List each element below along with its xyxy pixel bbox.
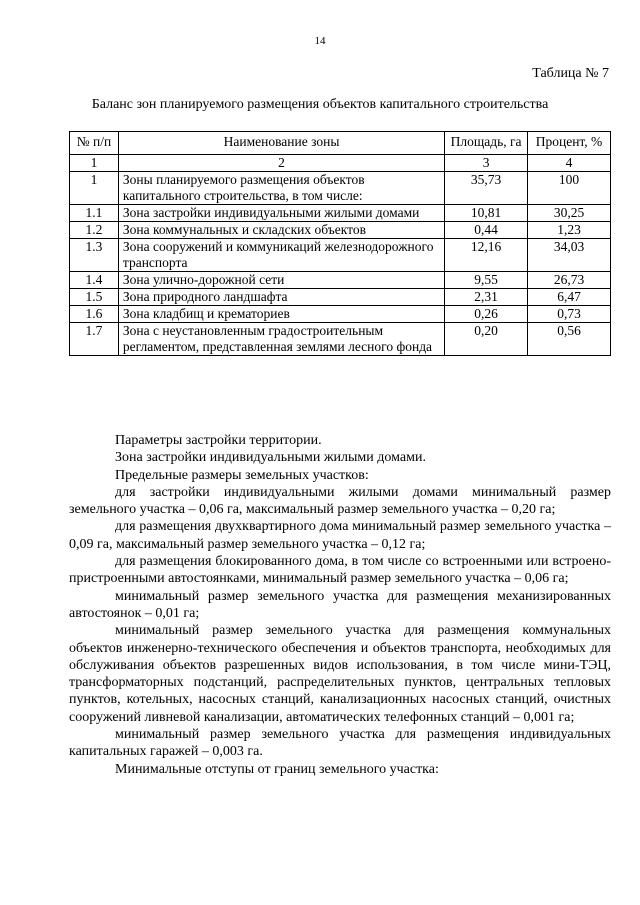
zone-name: Зона улично-дорожной сети — [118, 272, 444, 289]
zone-percent: 6,47 — [528, 289, 611, 306]
table-row — [70, 306, 611, 323]
zone-percent: 30,25 — [528, 205, 611, 222]
zone-percent: 100 — [528, 172, 611, 205]
paragraph: Параметры застройки территории. — [115, 433, 322, 448]
paragraph: минимальный размер земельного участка для размещения индивидуальных капитальных гаражей – 0,003 га. — [69, 727, 611, 760]
page-number: 14 — [314, 35, 326, 47]
zone-percent: 34,03 — [528, 239, 611, 272]
table-row — [70, 239, 611, 272]
column-number: 4 — [528, 155, 611, 172]
zone-area: 0,20 — [445, 323, 528, 356]
paragraph: для застройки индивидуальными жилыми домами минимальный размер земельного участка – 0,06 га, максимальный размер земельного участка – 0,20 га; — [69, 484, 611, 518]
table-row — [70, 172, 611, 205]
table-title: Баланс зон планируемого размещения объектов капитального строительства — [91, 97, 549, 112]
header-number: № п/п — [70, 132, 119, 155]
table-header-row — [70, 132, 611, 155]
column-number: 1 — [70, 155, 119, 172]
zone-percent: 1,23 — [528, 222, 611, 239]
zone-name: Зона коммунальных и складских объектов — [118, 222, 444, 239]
column-number: 2 — [118, 155, 444, 172]
row-number: 1.5 — [70, 289, 119, 306]
zone-name: Зона застройки индивидуальными жилыми домами — [118, 205, 444, 222]
row-number: 1.1 — [70, 205, 119, 222]
paragraph: минимальный размер земельного участка для размещения механизированных автостоянок – 0,01 га; — [69, 588, 611, 621]
paragraph: для размещения блокированного дома, в том числе со встроенными или встроено-пристроенными автостоянками, минимальный размер земельного участка – 0,06 га; — [69, 554, 611, 587]
row-number: 1.6 — [70, 306, 119, 323]
paragraph: Минимальные отступы от границ земельного участка: — [115, 761, 439, 777]
column-number: 3 — [445, 155, 528, 172]
row-number: 1.2 — [70, 222, 119, 239]
zone-area: 2,31 — [445, 289, 528, 306]
column-number-row — [70, 155, 611, 172]
paragraph: для размещения двухквартирного дома минимальный размер земельного участка – 0,09 га, максимальный размер земельного участка – 0,12 га; — [69, 519, 611, 552]
table-row — [70, 272, 611, 289]
table-row — [70, 205, 611, 222]
table-label: Таблица № 7 — [532, 66, 609, 81]
zone-percent: 0,56 — [528, 323, 611, 356]
zone-percent: 0,73 — [528, 306, 611, 323]
zone-name: Зоны планируемого размещения объектов капитального строительства, в том числе: — [118, 172, 444, 205]
zone-area: 0,44 — [445, 222, 528, 239]
zone-percent: 26,73 — [528, 272, 611, 289]
paragraph: Предельные размеры земельных участков: — [115, 467, 369, 483]
zone-name: Зона сооружений и коммуникаций железнодорожного транспорта — [118, 239, 444, 272]
zones-balance-table — [69, 131, 611, 356]
zone-name: Зона природного ландшафта — [118, 289, 444, 306]
row-number: 1.4 — [70, 272, 119, 289]
header-area: Площадь, га — [445, 132, 528, 155]
zone-name: Зона с неустановленным градостроительным регламентом, представленная землями лесного фонда — [118, 323, 444, 356]
header-zone-name: Наименование зоны — [118, 132, 444, 155]
table-row — [70, 222, 611, 239]
body-text — [69, 432, 611, 778]
row-number: 1.7 — [70, 323, 119, 356]
zone-area: 0,26 — [445, 306, 528, 323]
paragraph: Зона застройки индивидуальными жилыми домами. — [115, 450, 426, 466]
table-row — [70, 323, 611, 356]
row-number: 1 — [70, 172, 119, 205]
paragraph: минимальный размер земельного участка для размещения коммунальных объектов инженерно-технического обеспечения и объектов транспорта, необходимых для обслуживания объектов разрешенных видов использования, в том числе мини-ТЭЦ, трансформаторных подстанций, распределительных пунктов, центральных тепловых пунктов, котельных, насосных станций, канализационных насосных станций, очистных сооружений ливневой канализации, автоматических телефонных станций – 0,001 га; — [69, 623, 611, 725]
table-row — [70, 289, 611, 306]
zone-area: 9,55 — [445, 272, 528, 289]
zone-area: 12,16 — [445, 239, 528, 272]
zone-area: 35,73 — [445, 172, 528, 205]
header-percent: Процент, % — [528, 132, 611, 155]
zone-area: 10,81 — [445, 205, 528, 222]
row-number: 1.3 — [70, 239, 119, 272]
zone-name: Зона кладбищ и крематориев — [118, 306, 444, 323]
